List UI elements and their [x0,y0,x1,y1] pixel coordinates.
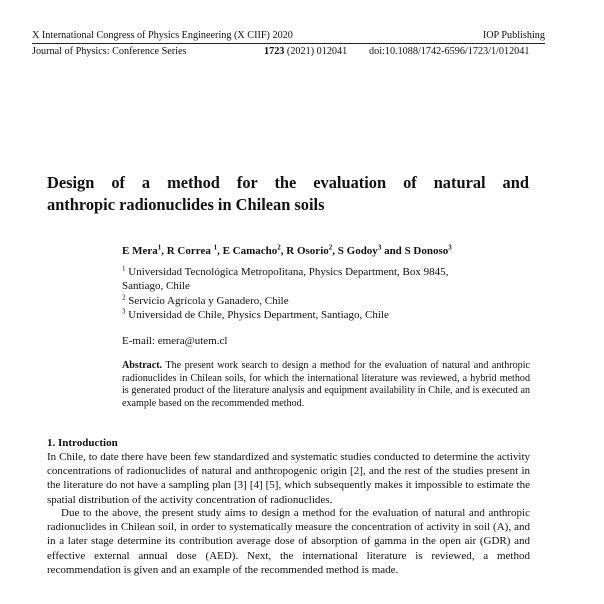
author-affiliation-mark: 1 [157,243,162,252]
contact-email: E-mail: emera@utem.cl [122,335,228,347]
author-separator: , [280,245,287,257]
body-paragraph: Due to the above, the present study aims to design a method for the evaluation of natural and anthropic radionuclides in Chilean soil, in order to systematically measure the concentration of activity in soil (A), and in a later stage determine its contribution average dose of absorption of gamma in the open air (GDR) and effective external annual dose (AED). Next, the international literature is reviewed, a method recommendation is given and an example of the recommended method is made. [47,507,530,576]
author-separator: , [161,245,167,257]
section-heading: 1. Introduction [47,437,118,449]
affiliation-mark: 2 [122,293,126,302]
author-name: S Godoy [337,245,378,257]
journal-name: Journal of Physics: Conference Series [32,46,187,57]
author-affiliation-mark: 2 [277,243,281,252]
header-rule [32,43,545,44]
affiliation-mark: 1 [122,264,126,273]
author-separator: , [332,245,338,257]
affiliation-3 [122,308,389,322]
author-affiliation-mark: 3 [448,243,452,252]
publisher-name: IOP Publishing [482,30,545,41]
abstract-label: Abstract. [122,360,163,371]
author-separator: , [217,245,223,257]
affiliation-1-cont: Santiago, Chile [122,280,190,292]
author-list [122,245,452,258]
affiliation-text: Universidad Tecnológica Metropolitana, Physics Department, Box 9845, [125,266,449,278]
author-affiliation-mark: 2 [328,243,333,252]
title-line-2: anthropic radionuclides in Chilean soils [47,195,325,214]
affiliation-text: Servicio Agrícola y Ganadero, Chile [125,295,289,307]
abstract [122,360,530,410]
affiliation-text: Universidad de Chile, Physics Department, Santiago, Chile [125,309,389,321]
doi: doi:10.1088/1742-6596/1723/1/012041 [369,46,530,57]
body-paragraph: In Chile, to date there have been few standardized and systematic studies conducted to determine the activity concentrations of radionuclides of natural and anthropogenic origin [2], and the rest of the studies present in the literature do not have a sampling plan [3] [4] [5], which subsequently makes it impossible to estimate the spatial distribution of the activity concentration of radionuclides. [47,451,530,506]
affiliation-mark: 3 [122,307,126,316]
author-name: S Donoso [404,245,449,257]
author-affiliation-mark: 3 [377,243,382,252]
author-affiliation-mark: 1 [213,243,218,252]
year-article: (2021) 012041 [286,46,348,57]
paper-title [47,172,529,216]
affiliation-2 [122,294,289,308]
volume-number: 1723 [264,46,285,57]
author-name: E Camacho [222,245,278,257]
conference-name: X International Congress of Physics Engineering (X CIIF) 2020 [32,30,293,41]
author-separator: and [381,245,405,257]
affiliation-1 [122,265,448,279]
abstract-text: The present work search to design a method for the evaluation of natural and anthropic radionuclides in Chilean soils, for which the international literature was reviewed, a hybrid method is generated product of the literature analysis and equipment availability in Chile, and is executed an example based on the recommended method. [122,360,530,409]
author-name: R Correa [166,245,214,257]
title-line-1: Design of a method for the evaluation of natural and [47,173,529,192]
author-name: E Mera [122,245,158,257]
author-name: R Osorio [286,245,329,257]
volume-info [264,46,347,58]
